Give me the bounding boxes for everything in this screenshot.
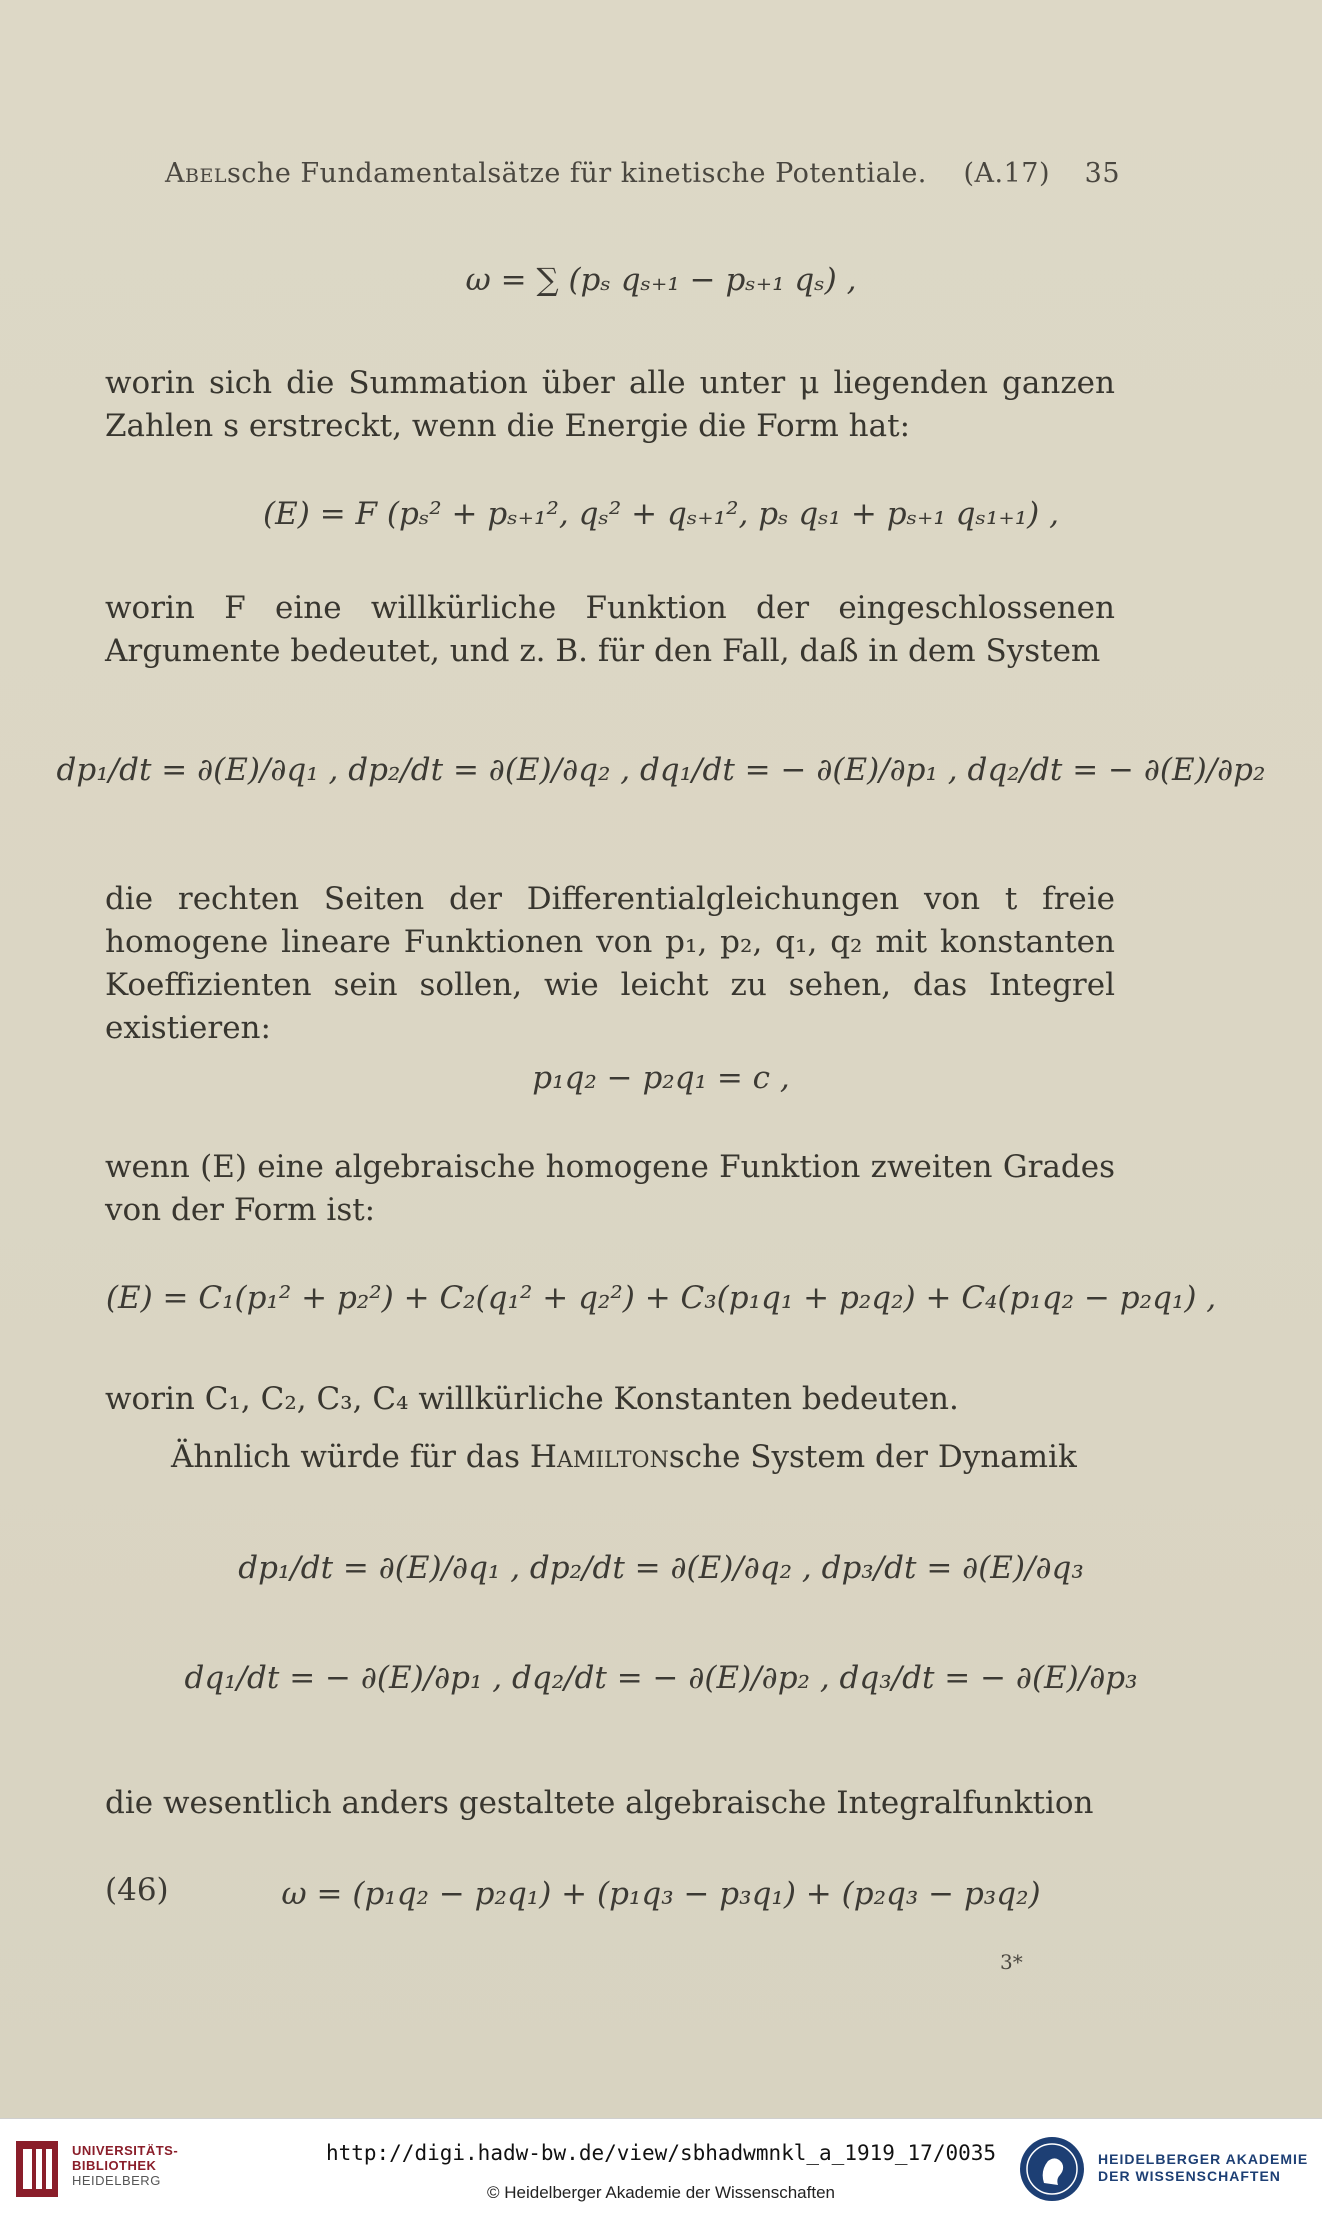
name-hamilton: Hamilton xyxy=(529,1439,669,1475)
academy-name: HEIDELBERGER AKADEMIE DER WISSENSCHAFTEN xyxy=(1098,2151,1309,2184)
page-number: 35 xyxy=(1084,158,1120,189)
paragraph-right-sides: die rechten Seiten der Differentialgleichungen von t freie homogene lineare Funktionen von p₁, p₂, q₁, q₂ mit konstanten Koeffizienten sein sollen, wie leicht zu sehen, das Integrel existieren: xyxy=(105,881,1115,1046)
paragraph-quadratic: wenn (E) eine algebraische homogene Funktion zweiten Grades von der Form ist: xyxy=(105,1149,1115,1228)
formula-energy-form: (E) = F (pₛ² + pₛ₊₁², qₛ² + qₛ₊₁², pₛ qₛ₁ + pₛ₊₁ qₛ₁₊₁) , xyxy=(263,496,1059,532)
paragraph-summation: worin sich die Summation über alle unter μ liegenden ganzen Zahlen s erstreckt, wenn die Energie die Form hat: xyxy=(105,365,1115,444)
section-number: (A.17) xyxy=(963,158,1050,189)
formula-hamilton-line1: dp₁/dt = ∂(E)/∂q₁ , dp₂/dt = ∂(E)/∂q₂ , dp₃/dt = ∂(E)/∂q₃ xyxy=(238,1550,1084,1586)
formula-hamilton-line2: dq₁/dt = − ∂(E)/∂p₁ , dq₂/dt = − ∂(E)/∂p₂ , dq₃/dt = − ∂(E)/∂p₃ xyxy=(184,1660,1138,1696)
signature-mark: 3* xyxy=(1000,1950,1023,1974)
formula-integral: p₁q₂ − p₂q₁ = c , xyxy=(532,1060,790,1096)
paragraph-hamilton: Ähnlich würde für das Hamiltonsche System der Dynamik xyxy=(171,1439,1077,1475)
paragraph-constants: worin C₁, C₂, C₃, C₄ willkürliche Konstanten bedeuten. xyxy=(105,1381,959,1417)
running-title: Abelsche Fundamentalsätze für kinetische Potentiale. xyxy=(165,158,927,189)
equation-number-46: (46) xyxy=(105,1872,169,1908)
university-library-name: UNIVERSITÄTS- BIBLIOTHEK HEIDELBERG xyxy=(72,2143,179,2188)
formula-omega-sum: ω = ∑ (pₛ qₛ₊₁ − pₛ₊₁ qₛ) , xyxy=(465,262,857,298)
copyright-notice: © Heidelberger Akademie der Wissenschaften xyxy=(487,2183,835,2202)
paragraph-integral-function: die wesentlich anders gestaltete algebraische Integralfunktion xyxy=(105,1785,1094,1821)
formula-46: ω = (p₁q₂ − p₂q₁) + (p₁q₃ − p₃q₁) + (p₂q₃ − p₃q₂) xyxy=(281,1876,1041,1912)
formula-quadratic-energy: (E) = C₁(p₁² + p₂²) + C₂(q₁² + q₂²) + C₃(p₁q₁ + p₂q₂) + C₄(p₁q₂ − p₂q₁) , xyxy=(105,1280,1217,1316)
academy-seal-icon xyxy=(1018,2135,1086,2203)
digitization-footer xyxy=(0,2118,1322,2219)
paragraph-arbitrary-function: worin F eine willkürliche Funktion der eingeschlossenen Argumente bedeutet, und z. B. für den Fall, daß in dem System xyxy=(105,590,1115,669)
permalink-url[interactable]: http://digi.hadw-bw.de/view/sbhadwmnkl_a_1919_17/0035 xyxy=(325,2141,997,2165)
formula-system-2d: dp₁/dt = ∂(E)/∂q₁ , dp₂/dt = ∂(E)/∂q₂ , dq₁/dt = − ∂(E)/∂p₁ , dq₂/dt = − ∂(E)/∂p₂ xyxy=(56,752,1266,788)
